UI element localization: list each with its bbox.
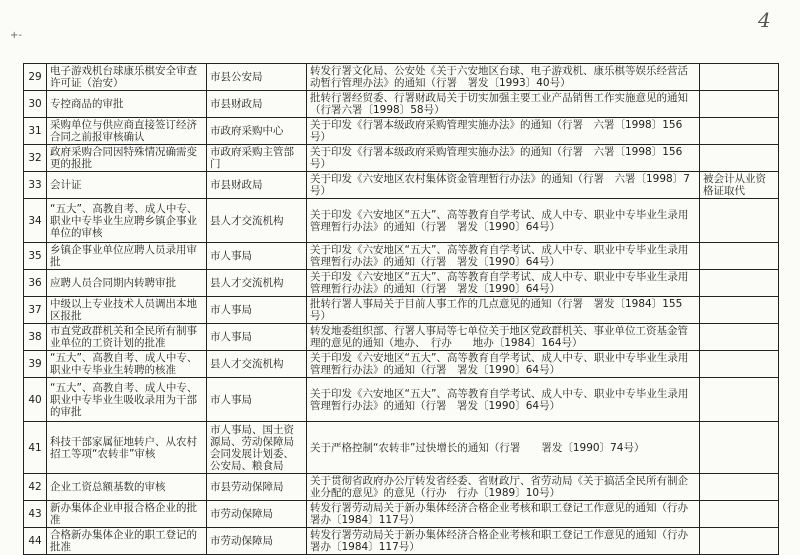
legal-basis-cell: 关于印发《六安地区“五大”、高等教育自学考试、成人中专、职业中专毕业生录用管理暂行办法》的通知（行署 署发〔1990〕64号）: [307, 243, 700, 270]
table-row: [24, 378, 779, 422]
department-cell: 市政府采购中心: [207, 118, 307, 145]
department-cell: 市县财政局: [207, 91, 307, 118]
note-cell: [700, 324, 779, 351]
legal-basis-cell: 关于严格控制“农转非”过快增长的通知（行署 署发〔1990〕74号）: [307, 422, 700, 474]
item-name-cell: “五大”、高教自考、成人中专、职业中专毕业生应聘乡镇企事业单位的审核: [47, 199, 207, 243]
row-number-cell: 37: [24, 297, 47, 324]
table-body: [24, 64, 779, 555]
table-row: [24, 172, 779, 199]
department-cell: 市政府采购主管部门: [207, 145, 307, 172]
corner-mark: +-: [10, 30, 22, 41]
legal-basis-cell: 转发行署劳动局关于新办集体经济合格企业考核和职工登记工作意见的通知（行办 署办〔1984〕117号）: [307, 528, 700, 555]
item-name-cell: 专控商品的审批: [47, 91, 207, 118]
note-cell: [700, 297, 779, 324]
row-number-cell: 43: [24, 501, 47, 528]
item-name-cell: “五大”、高教自考、成人中专、职业中专毕业生转聘的核准: [47, 351, 207, 378]
note-cell: [700, 474, 779, 501]
table-row: [24, 297, 779, 324]
legal-basis-cell: 关于印发《六安地区“五大”、高等教育自学考试、成人中专、职业中专毕业生录用管理暂行办法》的通知（行署 署发〔1990〕64号）: [307, 270, 700, 297]
note-cell: [700, 91, 779, 118]
row-number-cell: 40: [24, 378, 47, 422]
legal-basis-cell: 转发行署劳动局关于新办集体经济合格企业考核和职工登记工作意见的通知（行办 署办〔1984〕117号）: [307, 501, 700, 528]
note-cell: [700, 351, 779, 378]
department-cell: 市人事局: [207, 243, 307, 270]
legal-basis-cell: 关于印发《六安地区农村集体资金管理暂行办法》的通知（行署 六署〔1998〕7号）: [307, 172, 700, 199]
row-number-cell: 42: [24, 474, 47, 501]
legal-basis-cell: 关于印发《六安地区“五大”、高等教育自学考试、成人中专、职业中专毕业生录用管理暂行办法》的通知（行署 署发〔1990〕64号）: [307, 351, 700, 378]
note-cell: [700, 378, 779, 422]
department-cell: 市县劳动保障局: [207, 474, 307, 501]
item-name-cell: 采购单位与供应商直接签订经济合同之前报审核确认: [47, 118, 207, 145]
note-cell: [700, 118, 779, 145]
row-number-cell: 34: [24, 199, 47, 243]
item-name-cell: 政府采购合同因特殊情况确需变更的报批: [47, 145, 207, 172]
note-cell: [700, 199, 779, 243]
item-name-cell: 合格新办集体企业的职工登记的批准: [47, 528, 207, 555]
department-cell: 市人事局: [207, 324, 307, 351]
item-name-cell: 会计证: [47, 172, 207, 199]
item-name-cell: 新办集体企业申报合格企业的批准: [47, 501, 207, 528]
row-number-cell: 29: [24, 64, 47, 91]
department-cell: 市人事局: [207, 378, 307, 422]
row-number-cell: 38: [24, 324, 47, 351]
table-row: [24, 270, 779, 297]
legal-basis-cell: 关于印发《行署本级政府采购管理实施办法》的通知（行署 六署〔1998〕156号）: [307, 118, 700, 145]
table-row: [24, 351, 779, 378]
row-number-cell: 30: [24, 91, 47, 118]
legal-basis-cell: 关于印发《六安地区“五大”、高等教育自学考试、成人中专、职业中专毕业生录用管理暂行办法》的通知（行署 署发〔1990〕64号）: [307, 199, 700, 243]
note-cell: [700, 422, 779, 474]
department-cell: 市县财政局: [207, 172, 307, 199]
row-number-cell: 39: [24, 351, 47, 378]
table-row: [24, 324, 779, 351]
table-row: [24, 64, 779, 91]
row-number-cell: 31: [24, 118, 47, 145]
legal-basis-cell: 批转行署人事局关于目前人事工作的几点意见的通知（行署 署发〔1984〕155号）: [307, 297, 700, 324]
table-row: [24, 91, 779, 118]
item-name-cell: 电子游戏机台球康乐棋安全审查许可证（治安）: [47, 64, 207, 91]
legal-basis-cell: 转发地委组织部、行署人事局等七单位关于地区党政群机关、事业单位工资基金管理的意见的通知（地办、 行办 地办〔1984〕164号）: [307, 324, 700, 351]
row-number-cell: 33: [24, 172, 47, 199]
row-number-cell: 41: [24, 422, 47, 474]
row-number-cell: 36: [24, 270, 47, 297]
department-cell: 市劳动保障局: [207, 501, 307, 528]
department-cell: 县人才交流机构: [207, 351, 307, 378]
table-row: [24, 145, 779, 172]
row-number-cell: 32: [24, 145, 47, 172]
item-name-cell: “五大”、高教自考、成人中专、职业中专毕业生吸收录用为干部的审批: [47, 378, 207, 422]
department-cell: 市人事局、国土资源局、劳动保障局会同发展计划委、公安局、粮食局: [207, 422, 307, 474]
item-name-cell: 市直党政群机关和全民所有制事业单位的工资计划的批准: [47, 324, 207, 351]
note-cell: [700, 64, 779, 91]
table-row: [24, 528, 779, 555]
row-number-cell: 35: [24, 243, 47, 270]
department-cell: 县人才交流机构: [207, 270, 307, 297]
item-name-cell: 科技干部家属征地转户、从农村招工等项“农转非”审核: [47, 422, 207, 474]
table-row: [24, 422, 779, 474]
table-row: [24, 118, 779, 145]
table-row: [24, 243, 779, 270]
table-row: [24, 501, 779, 528]
note-cell: 被会计从业资格证取代: [700, 172, 779, 199]
item-name-cell: 企业工资总额基数的审核: [47, 474, 207, 501]
legal-basis-cell: 关于印发《六安地区“五大”、高等教育自学考试、成人中专、职业中专毕业生录用管理暂行办法》的通知（行署 署发〔1990〕64号）: [307, 378, 700, 422]
legal-basis-cell: 关于贯彻省政府办公厅转发省经委、省财政厅、省劳动局《关于搞活全民所有制企业分配的意见》的意见（行办 行办〔1989〕10号）: [307, 474, 700, 501]
table-row: [24, 474, 779, 501]
department-cell: 市人事局: [207, 297, 307, 324]
note-cell: [700, 243, 779, 270]
page-number: 4: [758, 8, 771, 32]
note-cell: [700, 528, 779, 555]
legal-basis-cell: 转发行署文化局、公安处《关于六安地区台球、电子游戏机、康乐棋等娱乐经营活动暂行管理办法》的通知（行署 署发〔1993〕40号）: [307, 64, 700, 91]
approval-items-table: [23, 63, 779, 555]
legal-basis-cell: 批转行署经贸委、行署财政局关于切实加强主要工业产品销售工作实施意见的通知（行署六署〔1998〕58号）: [307, 91, 700, 118]
note-cell: [700, 145, 779, 172]
item-name-cell: 乡镇企事业单位应聘人员录用审批: [47, 243, 207, 270]
table-row: [24, 199, 779, 243]
department-cell: 县人才交流机构: [207, 199, 307, 243]
note-cell: [700, 270, 779, 297]
department-cell: 市县公安局: [207, 64, 307, 91]
note-cell: [700, 501, 779, 528]
legal-basis-cell: 关于印发《行署本级政府采购管理实施办法》的通知（行署 六署〔1998〕156号）: [307, 145, 700, 172]
department-cell: 市劳动保障局: [207, 528, 307, 555]
row-number-cell: 44: [24, 528, 47, 555]
item-name-cell: 中级以上专业技术人员调出本地区报批: [47, 297, 207, 324]
item-name-cell: 应聘人员合同期内转聘审批: [47, 270, 207, 297]
